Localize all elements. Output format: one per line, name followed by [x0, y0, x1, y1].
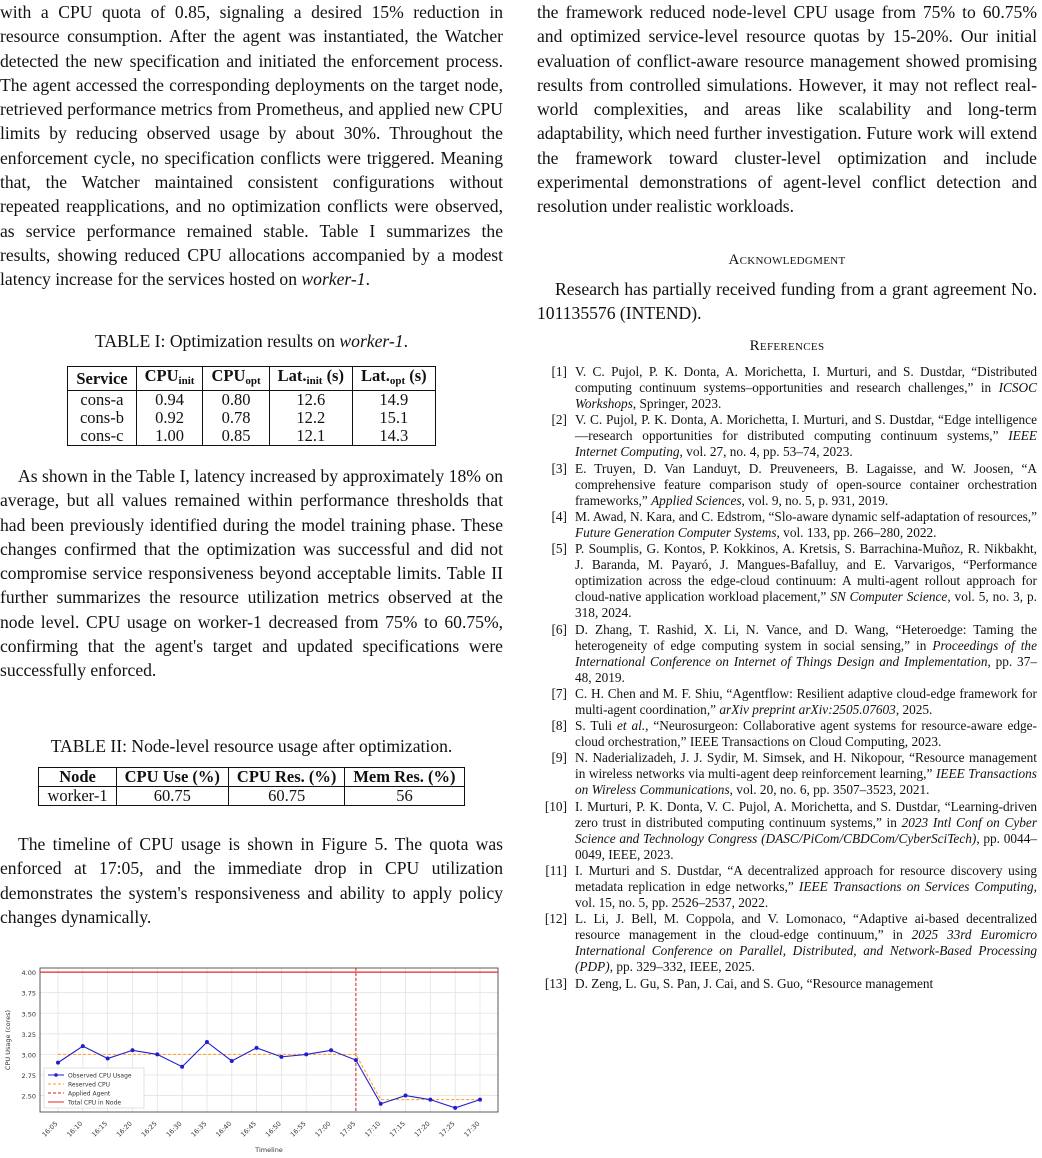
table-cell: cons-b	[68, 409, 136, 427]
table1-header-lat-opt: $Lat._{opt}$ (s)	[352, 367, 435, 391]
reference-number: [2]	[551, 412, 567, 428]
y-tick-label: 4.00	[21, 969, 36, 978]
table-row	[68, 409, 435, 427]
reference-text: E. Truyen, D. Van Landuyt, D. Preuveneers, B. Lagaisse, and W. Joosen, “A comprehensive feature comparison study of open-source container orchestration frameworks,” Applied Sciences, vol. 9, no. 5, p. 931, 2019.	[575, 460, 1037, 508]
observed-point	[230, 1059, 234, 1063]
x-tick-label: 16:20	[114, 1119, 134, 1139]
table-cell: 0.85	[203, 427, 269, 446]
observed-point	[81, 1044, 85, 1048]
paragraph-latency: As shown in the Table I, latency increased by approximately 18% on average, but all values remained within performance thresholds that had been previously identified during the model training phase. These changes confirmed that the optimization was successful and did not compromise service responsiveness beyond acceptable limits. Table II further summarizes the resource utilization metrics observed at the node level. CPU usage on worker-1 decreased from 75% to 60.75%, confirming that the agent's target and updated specifications were successfully enforced.	[0, 466, 503, 681]
table-cell: worker-1	[39, 787, 116, 806]
reference-item	[537, 799, 1037, 863]
observed-point	[255, 1046, 259, 1050]
table-cell: 60.75	[116, 787, 228, 806]
reference-number: [9]	[551, 750, 567, 766]
x-tick-label: 17:20	[412, 1119, 432, 1139]
reference-number: [4]	[551, 508, 567, 524]
y-tick-label: 2.75	[21, 1071, 36, 1080]
table-cell: 12.6	[269, 391, 352, 410]
table-cell: 0.94	[136, 391, 203, 410]
x-tick-label: 16:30	[164, 1119, 184, 1139]
table2-header-cpu-use: CPU Use (%)	[116, 768, 228, 787]
table1-caption: TABLE I: Optimization results on worker-1.	[95, 331, 408, 351]
observed-point	[304, 1052, 308, 1056]
reference-number: [11]	[545, 862, 567, 878]
reference-number: [8]	[551, 718, 567, 734]
reference-number: [5]	[551, 541, 567, 557]
reference-item	[537, 412, 1037, 460]
acknowledgment-heading: Acknowledgment	[728, 252, 846, 268]
reference-number: [7]	[551, 685, 567, 701]
x-tick-label: 16:40	[214, 1119, 234, 1139]
y-tick-label: 3.75	[21, 989, 36, 998]
reference-item	[537, 686, 1037, 718]
table2-header-cpu-res: CPU Res. (%)	[228, 768, 344, 787]
table2-caption: TABLE II: Node-level resource usage after optimization.	[50, 736, 453, 756]
observed-point	[205, 1040, 209, 1044]
observed-point	[56, 1061, 60, 1065]
cpu-usage-chart	[0, 942, 503, 1154]
reference-text: I. Murturi and S. Dustdar, “A decentralized approach for resource discovery using metadata replication in edge networks,” IEEE Transactions on Services Computing, vol. 15, no. 5, pp. 2526–2537, 2022.	[575, 862, 1037, 911]
legend-label: Reserved CPU	[68, 1081, 111, 1089]
y-tick-label: 2.50	[21, 1092, 36, 1101]
legend-label: Applied Agent	[68, 1090, 111, 1098]
table2-header-node: Node	[39, 768, 116, 787]
legend-label: Observed CPU Usage	[68, 1072, 132, 1080]
reference-item	[537, 622, 1037, 686]
x-tick-label: 17:15	[388, 1119, 407, 1139]
table1-header-service: Service	[68, 367, 136, 391]
reference-number: [1]	[551, 364, 567, 379]
reference-number: [12]	[544, 911, 567, 927]
x-tick-label: 16:35	[189, 1119, 209, 1139]
observed-point	[130, 1048, 134, 1052]
observed-point	[106, 1057, 110, 1061]
table-cell: 12.1	[269, 427, 352, 446]
reference-item	[537, 509, 1037, 541]
acknowledgment-text: Research has partially received funding from a grant agreement No. 101135576 (INTEND).	[537, 279, 1037, 324]
table-cell: 15.1	[352, 409, 435, 427]
x-tick-label: 16:05	[40, 1119, 60, 1139]
reference-number: [10]	[544, 798, 567, 814]
legend-marker	[54, 1073, 58, 1077]
observed-point	[354, 1058, 358, 1062]
observed-point	[453, 1106, 457, 1110]
reference-item	[537, 364, 1037, 412]
observed-point	[404, 1094, 408, 1098]
reference-item	[537, 461, 1037, 509]
observed-point	[180, 1065, 184, 1069]
table1	[0, 366, 503, 446]
x-tick-label: 16:45	[239, 1119, 259, 1139]
table-row	[39, 787, 464, 806]
observed-point	[329, 1048, 333, 1052]
x-tick-label: 17:30	[462, 1119, 482, 1139]
y-tick-label: 3.50	[21, 1010, 36, 1019]
observed-point	[478, 1098, 482, 1102]
reference-number: [6]	[551, 621, 567, 637]
reference-number: [3]	[551, 460, 567, 476]
observed-point	[379, 1102, 383, 1106]
x-tick-label: 16:50	[263, 1119, 283, 1139]
table-cell: 0.78	[203, 409, 269, 427]
table-cell: 0.92	[136, 409, 203, 427]
reference-text: V. C. Pujol, P. K. Donta, A. Morichetta, I. Murturi, and S. Dustdar, “Distributed computing continuum systems–opportunities and research challenges,” in ICSOC Workshops, Springer, 2023.	[575, 364, 1037, 412]
reference-text: L. Li, J. Bell, M. Coppola, and V. Lomonaco, “Adaptive ai-based decentralized resource management in the cloud-edge continuum,” in 2025 33rd Euromicro International Conference on Parallel, Distributed, and Network-Based Processing (PDP), pp. 329–332, IEEE, 2025.	[575, 911, 1037, 975]
x-tick-label: 16:10	[65, 1119, 85, 1139]
x-axis-label: Timeline	[255, 1146, 283, 1154]
reference-text: V. C. Pujol, P. K. Donta, A. Morichetta, I. Murturi, and S. Dustdar, “Edge intelligence—research opportunities for distributed computing continuum systems,” IEEE Internet Computing, vol. 27, no. 4, pp. 53–74, 2023.	[575, 412, 1037, 460]
table-cell: 12.2	[269, 409, 352, 427]
x-tick-label: 17:10	[363, 1119, 383, 1139]
reference-text: P. Soumplis, G. Kontos, P. Kokkinos, A. Kretsis, S. Barrachina-Muñoz, R. Nikbakht, J. Baranda, M. Payaró, J. Mangues-Bafalluy, and E. Varvarigos, “Performance optimization across the edge-cloud continuum: A multi-agent rollout approach for cloud-native application workload placement,” SN Computer Science, vol. 5, no. 3, p. 318, 2024.	[575, 541, 1037, 621]
table-row	[68, 391, 435, 410]
reference-text: D. Zeng, L. Gu, S. Pan, J. Cai, and S. Guo, “Resource management	[575, 975, 934, 991]
observed-point	[155, 1052, 159, 1056]
reference-text: I. Murturi, P. K. Donta, V. C. Pujol, A. Morichetta, and S. Dustdar, “Learning-driven zero trust in distributed computing continuum systems,” in 2023 Intl Conf on Cyber Science and Technology Congress (DASC/PiCom/CBDCom/CyberSciTech), pp. 0044–0049, IEEE, 2023.	[575, 798, 1037, 862]
legend-label: Total CPU in Node	[68, 1099, 122, 1107]
reference-text: D. Zhang, T. Rashid, X. Li, N. Vance, and D. Wang, “Heteroedge: Taming the heterogeneity of edge computing system in social sensing,” in Proceedings of the International Conference on Internet of Things Design and Implementation, pp. 37–48, 2019.	[575, 621, 1037, 685]
table-cell: cons-a	[68, 391, 136, 410]
reference-text: M. Awad, N. Kara, and C. Edstrom, “Slo-aware dynamic self-adaptation of resources,” Future Generation Computer Systems, vol. 133, pp. 266–280, 2022.	[575, 508, 1037, 540]
y-tick-label: 3.00	[21, 1051, 36, 1060]
table2	[0, 767, 503, 806]
y-tick-label: 3.25	[21, 1030, 36, 1039]
reference-item	[537, 863, 1037, 911]
reference-text: S. Tuli et al., “Neurosurgeon: Collaborative agent systems for resource-aware edge-cloud orchestration,” IEEE Transactions on Cloud Computing, 2023.	[575, 718, 1037, 750]
x-tick-label: 16:55	[288, 1119, 308, 1139]
observed-point	[428, 1098, 432, 1102]
reference-item	[537, 911, 1037, 975]
table-cell: 14.3	[352, 427, 435, 446]
table-row	[68, 427, 435, 446]
table-cell: 0.80	[203, 391, 269, 410]
reference-item	[537, 750, 1037, 798]
table-cell: 56	[345, 787, 464, 806]
reference-number: [13]	[544, 975, 567, 991]
reference-item	[537, 541, 1037, 621]
reference-text: C. H. Chen and M. F. Shiu, “Agentflow: Resilient adaptive cloud-edge framework for multi-agent coordination,” arXiv preprint arXiv:2505.07603, 2025.	[575, 685, 1037, 717]
x-tick-label: 17:00	[313, 1119, 333, 1139]
paragraph-results: with a CPU quota of 0.85, signaling a desired 15% reduction in resource consumption. After the agent was instantiated, the Watcher detected the new specification and initiated the enforcement process. The agent accessed the corresponding deployments on the target node, retrieved performance metrics from Prometheus, and applied new CPU limits by reducing observed usage by about 30%. Throughout the enforcement cycle, no specification conflicts were triggered. Meaning that, the Watcher maintained consistent configurations without repeated reapplications, and no optimization conflicts were observed, as service performance remained stable. Table I summarizes the results, showing reduced CPU allocations accompanied by a modest latency increase for the services hosted on worker-1.	[0, 2, 503, 290]
table2-header-mem-res: Mem Res. (%)	[345, 768, 464, 787]
x-tick-label: 17:25	[437, 1119, 457, 1139]
table1-header-cpu-opt: $CPU_{opt}$	[203, 367, 269, 391]
y-axis-label: CPU Usage (cores)	[4, 1009, 12, 1071]
table1-header-cpu-init: $CPU_{init}$	[136, 367, 203, 391]
x-tick-label: 17:05	[338, 1119, 358, 1139]
table-cell: 1.00	[136, 427, 203, 446]
references-list	[537, 364, 1037, 992]
x-tick-label: 16:15	[90, 1119, 110, 1139]
paragraph-timeline: The timeline of CPU usage is shown in Figure 5. The quota was enforced at 17:05, and the immediate drop in CPU utilization demonstrates the system's responsiveness and ability to apply policy changes dynamically.	[0, 834, 503, 927]
reference-item	[537, 718, 1037, 750]
table1-header-lat-init: $Lat._{init}$ (s)	[269, 367, 352, 391]
table-cell: 60.75	[228, 787, 344, 806]
reference-item	[537, 976, 1037, 992]
references-heading: References	[749, 338, 825, 354]
reference-text: N. Naderializadeh, J. J. Sydir, M. Simsek, and H. Nikopour, “Resource management in wireless networks via multi-agent deep reinforcement learning,” IEEE Transactions on Wireless Communications, vol. 20, no. 6, pp. 3507–3523, 2021.	[575, 750, 1037, 798]
table-cell: cons-c	[68, 427, 136, 446]
observed-point	[279, 1055, 283, 1059]
table-cell: 14.9	[352, 391, 435, 410]
x-tick-label: 16:25	[139, 1119, 159, 1139]
paragraph-conclusion: the framework reduced node-level CPU usage from 75% to 60.75% and optimized service-level resource quotas by 15-20%. Our initial evaluation of conflict-aware resource management showed promising results from controlled simulations. However, it may not reflect real-world complexities, and areas like scalability and long-term adaptability, which need further investigation. Future work will extend the framework toward cluster-level optimization and include experimental demonstrations of agent-level conflict detection and resolution under realistic workloads.	[537, 2, 1037, 217]
